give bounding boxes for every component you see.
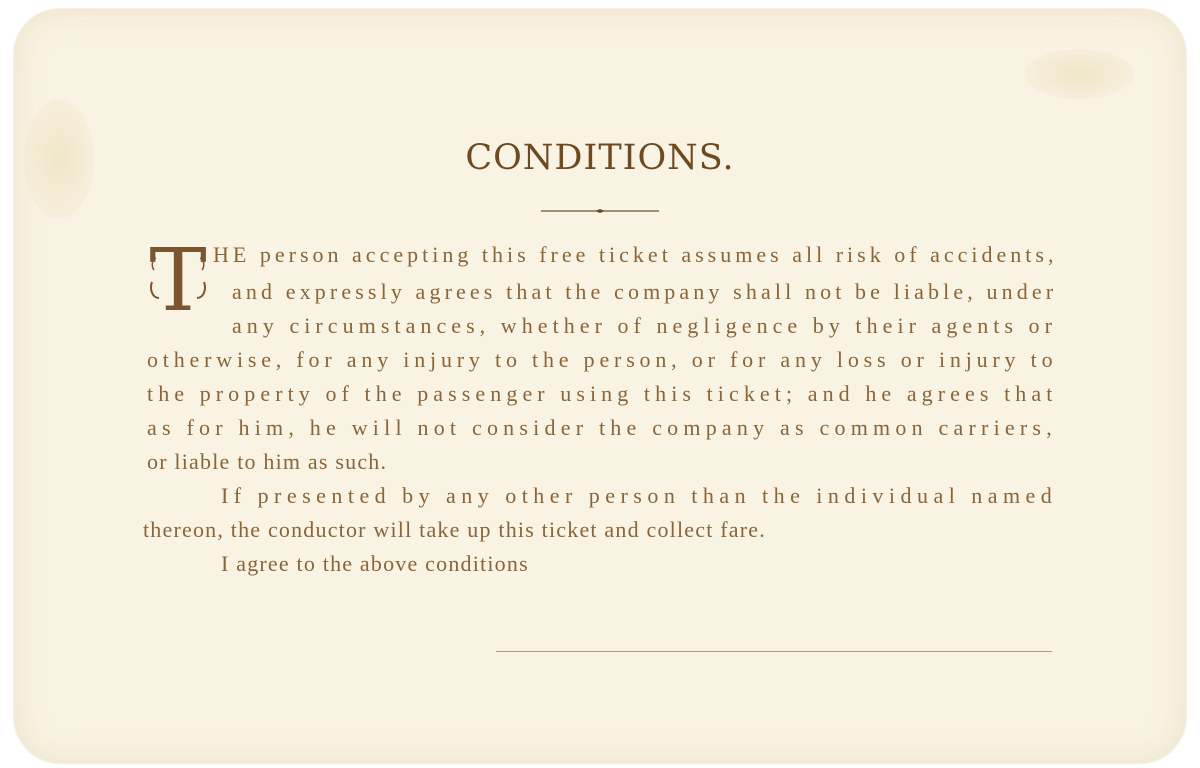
condition-line: any circumstances, whether of negligence by their agents or [232, 313, 1057, 338]
drop-cap-letter [148, 238, 208, 324]
ornamental-rule [541, 209, 659, 213]
condition-line: the property of the passenger using this ticket; and he agrees that [147, 381, 1058, 406]
condition-line: otherwise, for any injury to the person, or for any loss or injury to [147, 347, 1058, 372]
conditions-title: CONDITIONS. [465, 138, 735, 178]
condition-line: as for him, he will not consider the company as common carriers, [147, 415, 1057, 440]
condition-line: HE person accepting this free ticket assumes all risk of accidents, [213, 242, 1058, 267]
signature-line [496, 651, 1052, 652]
condition-line: or liable to him as such. [147, 449, 388, 474]
condition-line: and expressly agrees that the company shall not be liable, under [232, 279, 1058, 304]
drop-cap-glyph: T [149, 238, 207, 324]
condition-line: thereon, the conductor will take up this ticket and collect fare. [143, 517, 766, 542]
condition-line: If presented by any other person than the individual named [221, 483, 1058, 508]
paper-stain [1024, 49, 1134, 99]
agreement-statement: I agree to the above conditions [221, 551, 529, 576]
